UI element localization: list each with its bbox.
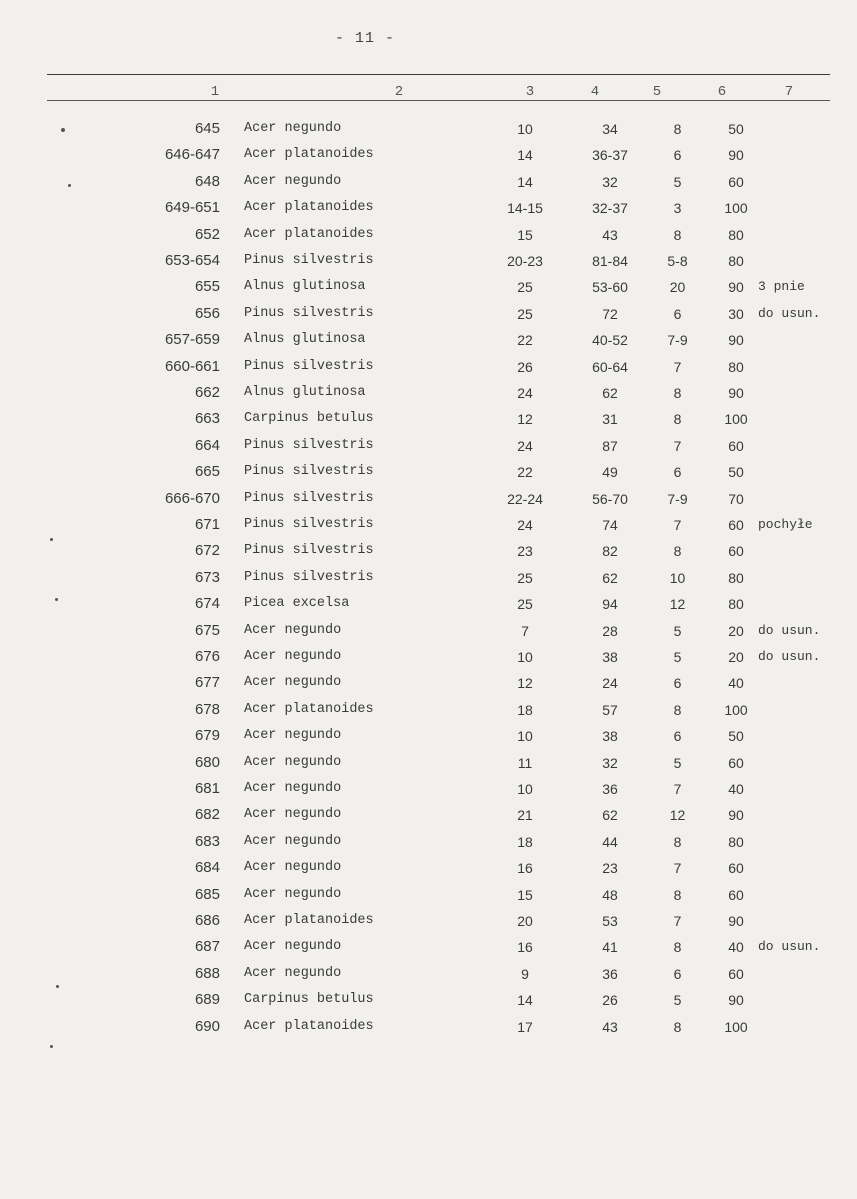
column-4-cell: 53 <box>602 913 618 929</box>
species-cell: Acer negundo <box>244 675 342 691</box>
species-cell: Alnus glutinosa <box>244 279 366 295</box>
remarks-cell: 3 pnie <box>758 279 805 295</box>
species-cell: Acer negundo <box>244 939 342 955</box>
column-4-cell: 36-37 <box>592 147 628 164</box>
species-cell: Alnus glutinosa <box>244 332 366 348</box>
column-5-cell: 7-9 <box>667 490 688 507</box>
column-3-cell: 18 <box>517 833 533 850</box>
tree-number-cell: 679 <box>194 727 220 745</box>
column-3-cell: 12 <box>517 675 533 692</box>
column-6-cell: 80 <box>728 253 744 269</box>
column-3-cell: 7 <box>521 622 529 639</box>
column-4-cell: 34 <box>602 121 618 137</box>
column-6-cell: 40 <box>728 939 744 956</box>
column-3-cell: 22 <box>517 332 533 349</box>
column-4-cell: 26 <box>602 992 618 1009</box>
species-cell: Pinus silvestris <box>244 305 374 321</box>
column-5-cell: 7 <box>673 517 682 533</box>
tree-number-cell: 690 <box>194 1017 220 1035</box>
column-5-cell: 8 <box>673 1018 682 1035</box>
species-cell: Acer platanoides <box>244 200 374 216</box>
table-row <box>0 618 857 644</box>
species-cell: Acer negundo <box>244 807 342 823</box>
column-3-cell: 20-23 <box>507 253 543 269</box>
column-header-3: 3 <box>525 84 535 100</box>
column-4-cell: 62 <box>602 385 618 401</box>
column-4-cell: 53-60 <box>592 279 628 296</box>
column-3-cell: 18 <box>517 701 533 718</box>
tree-number-cell: 676 <box>194 648 220 665</box>
column-header-1: 1 <box>210 84 220 100</box>
table-row <box>0 829 857 855</box>
table-row <box>0 882 857 908</box>
column-3-cell: 21 <box>517 807 533 824</box>
column-3-cell: 25 <box>517 279 533 296</box>
column-6-cell: 40 <box>728 675 744 692</box>
tree-number-cell: 675 <box>194 621 220 639</box>
species-cell: Alnus glutinosa <box>244 385 366 400</box>
table-row <box>0 750 857 776</box>
remarks-cell: pochyłe <box>758 517 813 532</box>
tree-number-cell: 666-670 <box>164 489 220 507</box>
table-row <box>0 248 857 274</box>
table-row <box>0 301 857 327</box>
column-4-cell: 36 <box>602 781 618 797</box>
tree-number-cell: 645 <box>194 120 220 137</box>
margin-mark <box>50 538 53 541</box>
column-3-cell: 24 <box>517 517 533 533</box>
column-4-cell: 28 <box>602 622 618 639</box>
column-6-cell: 60 <box>728 517 744 533</box>
tree-number-cell: 671 <box>194 516 220 533</box>
column-6-cell: 60 <box>728 860 744 877</box>
species-cell: Acer platanoides <box>244 1018 374 1034</box>
column-4-cell: 38 <box>602 728 618 745</box>
column-5-cell: 6 <box>673 147 682 164</box>
margin-mark <box>56 985 59 988</box>
table-row <box>0 908 857 934</box>
table-row <box>0 274 857 300</box>
column-header-7: 7 <box>784 84 794 100</box>
column-6-cell: 80 <box>728 358 744 375</box>
table-row <box>0 670 857 696</box>
column-3-cell: 14 <box>517 147 533 164</box>
species-cell: Acer negundo <box>244 728 342 744</box>
column-6-cell: 80 <box>728 596 744 613</box>
column-3-cell: 24 <box>517 385 533 401</box>
column-5-cell: 7 <box>673 913 682 929</box>
column-6-cell: 90 <box>728 807 744 824</box>
column-6-cell: 90 <box>728 279 744 296</box>
column-5-cell: 7 <box>673 781 682 797</box>
column-4-cell: 94 <box>602 596 618 613</box>
tree-number-cell: 655 <box>194 278 220 296</box>
column-4-cell: 41 <box>602 939 618 956</box>
column-5-cell: 8 <box>673 886 682 903</box>
tree-number-cell: 683 <box>194 832 220 850</box>
column-6-cell: 90 <box>728 913 744 929</box>
table-row <box>0 327 857 353</box>
tree-number-cell: 660-661 <box>164 357 220 375</box>
column-3-cell: 25 <box>517 569 533 586</box>
column-5-cell: 8 <box>673 121 682 137</box>
column-5-cell: 12 <box>669 596 686 613</box>
column-4-cell: 57 <box>602 701 618 718</box>
column-5-cell: 10 <box>669 569 686 586</box>
species-cell: Pinus silvestris <box>244 253 374 268</box>
table-row <box>0 116 857 142</box>
column-6-cell: 90 <box>728 332 744 349</box>
column-3-cell: 20 <box>517 913 533 929</box>
tree-number-cell: 672 <box>194 542 220 560</box>
column-4-cell: 38 <box>602 649 618 665</box>
species-cell: Acer negundo <box>244 781 342 796</box>
tree-number-cell: 662 <box>194 384 220 401</box>
species-cell: Carpinus betulus <box>244 992 374 1008</box>
column-4-cell: 49 <box>602 464 618 481</box>
table-row <box>0 723 857 749</box>
column-3-cell: 22 <box>517 464 533 481</box>
column-6-cell: 100 <box>724 1018 748 1035</box>
species-cell: Acer negundo <box>244 173 342 189</box>
column-5-cell: 6 <box>673 965 682 982</box>
remarks-cell: do usun. <box>758 305 821 321</box>
column-5-cell: 6 <box>673 305 682 322</box>
column-6-cell: 100 <box>724 701 748 718</box>
column-4-cell: 74 <box>602 517 618 533</box>
table-row <box>0 406 857 432</box>
species-cell: Acer platanoides <box>244 701 374 717</box>
column-3-cell: 16 <box>517 860 533 877</box>
species-cell: Acer negundo <box>244 754 342 770</box>
column-4-cell: 62 <box>602 807 618 824</box>
column-6-cell: 60 <box>728 965 744 982</box>
species-cell: Acer negundo <box>244 965 342 981</box>
species-cell: Carpinus betulus <box>244 411 374 427</box>
header-rule <box>47 100 830 101</box>
column-3-cell: 23 <box>517 543 533 560</box>
column-5-cell: 7-9 <box>667 332 688 349</box>
column-3-cell: 10 <box>517 649 533 665</box>
table-row <box>0 591 857 617</box>
column-3-cell: 10 <box>517 728 533 745</box>
tree-number-cell: 648 <box>194 172 220 190</box>
tree-number-cell: 680 <box>194 753 220 771</box>
column-5-cell: 6 <box>673 464 682 481</box>
column-6-cell: 50 <box>728 464 744 481</box>
column-3-cell: 15 <box>517 226 533 243</box>
column-3-cell: 14 <box>517 992 533 1009</box>
species-cell: Pinus silvestris <box>244 517 374 532</box>
species-cell: Picea excelsa <box>244 596 350 612</box>
column-3-cell: 26 <box>517 358 533 375</box>
column-4-cell: 24 <box>602 675 618 692</box>
column-6-cell: 50 <box>728 728 744 745</box>
species-cell: Acer negundo <box>244 649 342 664</box>
remarks-cell: do usun. <box>758 939 821 955</box>
margin-mark <box>68 184 71 187</box>
tree-number-cell: 665 <box>194 463 220 481</box>
column-6-cell: 60 <box>728 886 744 903</box>
tree-number-cell: 652 <box>194 225 220 243</box>
species-cell: Acer negundo <box>244 860 342 876</box>
column-3-cell: 22-24 <box>507 490 543 507</box>
tree-number-cell: 663 <box>194 410 220 428</box>
column-6-cell: 60 <box>728 543 744 560</box>
species-cell: Pinus silvestris <box>244 437 374 453</box>
table-row <box>0 459 857 485</box>
column-3-cell: 17 <box>517 1018 533 1035</box>
column-3-cell: 14 <box>517 173 533 190</box>
column-5-cell: 5-8 <box>667 253 688 269</box>
tree-number-cell: 674 <box>194 595 220 613</box>
tree-number-cell: 649-651 <box>164 199 220 217</box>
column-3-cell: 11 <box>517 754 533 771</box>
column-5-cell: 5 <box>673 649 682 665</box>
column-3-cell: 16 <box>517 939 533 956</box>
column-3-cell: 24 <box>517 437 533 454</box>
table-row <box>0 142 857 168</box>
column-5-cell: 8 <box>673 701 682 718</box>
column-5-cell: 20 <box>669 279 686 296</box>
column-6-cell: 20 <box>728 649 744 665</box>
column-4-cell: 32 <box>602 754 618 771</box>
species-cell: Pinus silvestris <box>244 490 374 506</box>
species-cell: Acer negundo <box>244 886 342 902</box>
column-4-cell: 81-84 <box>592 253 628 269</box>
column-4-cell: 43 <box>602 1018 618 1035</box>
column-4-cell: 32-37 <box>592 200 628 217</box>
column-4-cell: 31 <box>602 411 618 428</box>
species-cell: Acer platanoides <box>244 226 374 242</box>
page-number: - 11 - <box>334 30 395 47</box>
table-row <box>0 512 857 538</box>
column-5-cell: 6 <box>673 728 682 745</box>
table-row <box>0 565 857 591</box>
table-row <box>0 855 857 881</box>
column-5-cell: 5 <box>673 992 682 1009</box>
column-5-cell: 8 <box>673 543 682 560</box>
column-header-4: 4 <box>590 84 600 100</box>
tree-number-cell: 664 <box>194 436 220 454</box>
column-5-cell: 5 <box>673 622 682 639</box>
column-3-cell: 9 <box>521 965 529 982</box>
species-cell: Pinus silvestris <box>244 569 374 585</box>
column-5-cell: 8 <box>673 939 682 956</box>
table-row <box>0 987 857 1013</box>
species-cell: Pinus silvestris <box>244 543 374 559</box>
column-4-cell: 23 <box>602 860 618 877</box>
table-row <box>0 222 857 248</box>
column-4-cell: 40-52 <box>592 332 628 349</box>
column-header-2: 2 <box>394 84 404 100</box>
table-row <box>0 538 857 564</box>
table-row <box>0 433 857 459</box>
column-6-cell: 70 <box>728 490 744 507</box>
column-3-cell: 10 <box>517 781 533 797</box>
column-4-cell: 56-70 <box>592 490 628 507</box>
column-6-cell: 80 <box>728 569 744 586</box>
margin-mark <box>50 1045 53 1048</box>
margin-mark <box>61 128 65 132</box>
column-5-cell: 3 <box>673 200 682 217</box>
top-rule <box>47 74 830 75</box>
column-6-cell: 60 <box>728 173 744 190</box>
tree-number-cell: 657-659 <box>164 331 220 349</box>
column-5-cell: 7 <box>673 860 682 877</box>
tree-number-cell: 687 <box>194 938 220 956</box>
tree-number-cell: 653-654 <box>164 252 220 269</box>
column-4-cell: 87 <box>602 437 618 454</box>
tree-number-cell: 686 <box>194 912 220 929</box>
table-row <box>0 169 857 195</box>
species-cell: Acer negundo <box>244 622 342 638</box>
column-5-cell: 5 <box>673 754 682 771</box>
column-6-cell: 40 <box>728 781 744 797</box>
species-cell: Acer platanoides <box>244 913 374 928</box>
tree-number-cell: 688 <box>194 964 220 982</box>
tree-number-cell: 678 <box>194 700 220 718</box>
margin-mark <box>55 598 58 601</box>
species-cell: Pinus silvestris <box>244 464 374 480</box>
remarks-cell: do usun. <box>758 649 821 664</box>
column-4-cell: 82 <box>602 543 618 560</box>
tree-number-cell: 681 <box>194 780 220 797</box>
column-5-cell: 7 <box>673 358 682 375</box>
tree-number-cell: 685 <box>194 885 220 903</box>
column-6-cell: 20 <box>728 622 744 639</box>
column-4-cell: 48 <box>602 886 618 903</box>
column-6-cell: 80 <box>728 833 744 850</box>
tree-number-cell: 656 <box>194 304 220 322</box>
table-row <box>0 354 857 380</box>
column-3-cell: 25 <box>517 305 533 322</box>
column-6-cell: 30 <box>728 305 744 322</box>
column-5-cell: 8 <box>673 385 682 401</box>
column-4-cell: 36 <box>602 965 618 982</box>
table-row <box>0 802 857 828</box>
column-4-cell: 43 <box>602 226 618 243</box>
column-6-cell: 60 <box>728 437 744 454</box>
table-row <box>0 934 857 960</box>
column-5-cell: 8 <box>673 833 682 850</box>
column-5-cell: 8 <box>673 226 682 243</box>
column-5-cell: 7 <box>673 437 682 454</box>
species-cell: Acer negundo <box>244 121 342 136</box>
table-row <box>0 776 857 802</box>
column-6-cell: 100 <box>724 200 748 217</box>
tree-number-cell: 677 <box>194 674 220 692</box>
column-6-cell: 90 <box>728 147 744 164</box>
table-row <box>0 195 857 221</box>
column-6-cell: 50 <box>728 121 744 137</box>
column-4-cell: 32 <box>602 173 618 190</box>
column-6-cell: 60 <box>728 754 744 771</box>
column-4-cell: 72 <box>602 305 618 322</box>
column-3-cell: 10 <box>517 121 533 137</box>
remarks-cell: do usun. <box>758 622 821 638</box>
species-cell: Acer platanoides <box>244 147 374 163</box>
tree-number-cell: 646-647 <box>164 146 220 164</box>
table-row <box>0 961 857 987</box>
column-6-cell: 90 <box>728 385 744 401</box>
column-header-row <box>0 84 857 100</box>
column-4-cell: 44 <box>602 833 618 850</box>
tree-number-cell: 684 <box>194 859 220 877</box>
column-3-cell: 25 <box>517 596 533 613</box>
column-6-cell: 100 <box>724 411 748 428</box>
column-header-5: 5 <box>652 84 662 100</box>
column-4-cell: 62 <box>602 569 618 586</box>
column-5-cell: 12 <box>669 807 686 824</box>
column-5-cell: 5 <box>673 173 682 190</box>
species-cell: Pinus silvestris <box>244 358 374 374</box>
column-6-cell: 80 <box>728 226 744 243</box>
column-3-cell: 15 <box>517 886 533 903</box>
table-row <box>0 1014 857 1040</box>
tree-number-cell: 689 <box>194 991 220 1009</box>
column-header-6: 6 <box>717 84 727 100</box>
tree-number-cell: 673 <box>194 568 220 586</box>
column-3-cell: 12 <box>517 411 533 428</box>
tree-number-cell: 682 <box>194 806 220 824</box>
column-4-cell: 60-64 <box>592 358 628 375</box>
table-row <box>0 380 857 406</box>
species-cell: Acer negundo <box>244 833 342 849</box>
column-5-cell: 6 <box>673 675 682 692</box>
table-row <box>0 486 857 512</box>
column-5-cell: 8 <box>673 411 682 428</box>
column-6-cell: 90 <box>728 992 744 1009</box>
table-row <box>0 644 857 670</box>
column-3-cell: 14-15 <box>507 200 543 217</box>
table-row <box>0 697 857 723</box>
